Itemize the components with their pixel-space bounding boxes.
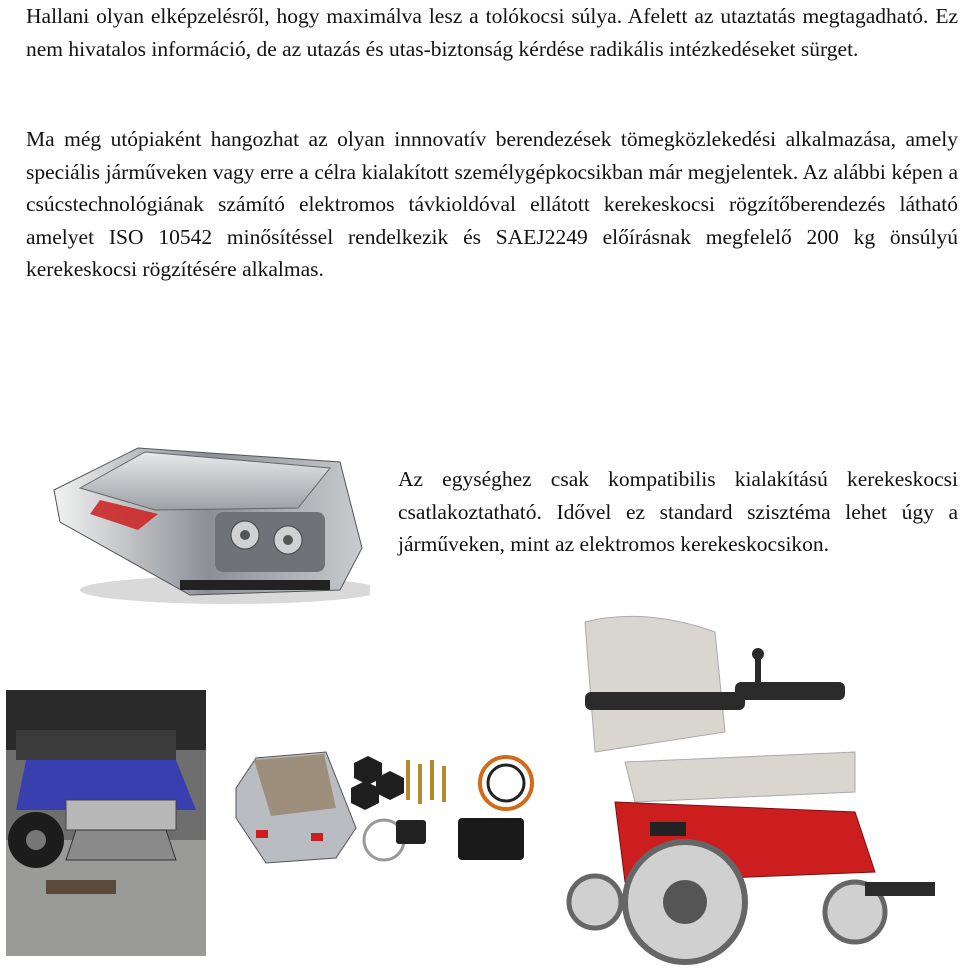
power-wheelchair-photo: [555, 612, 955, 974]
paragraph-intro: Hallani olyan elképzelésről, hogy maximálva lesz a tolókocsi súlya. Afelett az utaztatás megtagadható. Ez nem hivatalos információ, de az utazás és utas-biztonság kérdése radikális intézkedéseket sürget.: [26, 4, 958, 61]
wheelchair-docked-photo: [6, 690, 206, 956]
docking-unit-photo: [40, 430, 370, 610]
paragraph-device-description: Ma még utópiaként hangozhat az olyan innnovatív berendezések tömegközlekedési alkalmazása, amely speciális járműveken vagy erre a célra kialakított személygépkocsikban már megjelentek. Az alábbi képen a csúcstechnológiának számító elektromos távkioldóval ellátott kerekeskocsi rögzítőberendezés látható amelyet ISO 10542 minősítéssel rendelkezik és SAEJ2249 előírásnak megfelelő 200 kg önsúlyú kerekeskocsi rögzítésére alkalmas.: [26, 127, 958, 281]
photo-caption: Az egységhez csak kompatibilis kialakítású kerekeskocsi csatlakoztatható. Idővel ez standard szisztéma lehet úgy a járműveken, mint az elektromos kerekeskocsikon.: [398, 467, 958, 556]
docking-kit-photo: [226, 738, 542, 876]
